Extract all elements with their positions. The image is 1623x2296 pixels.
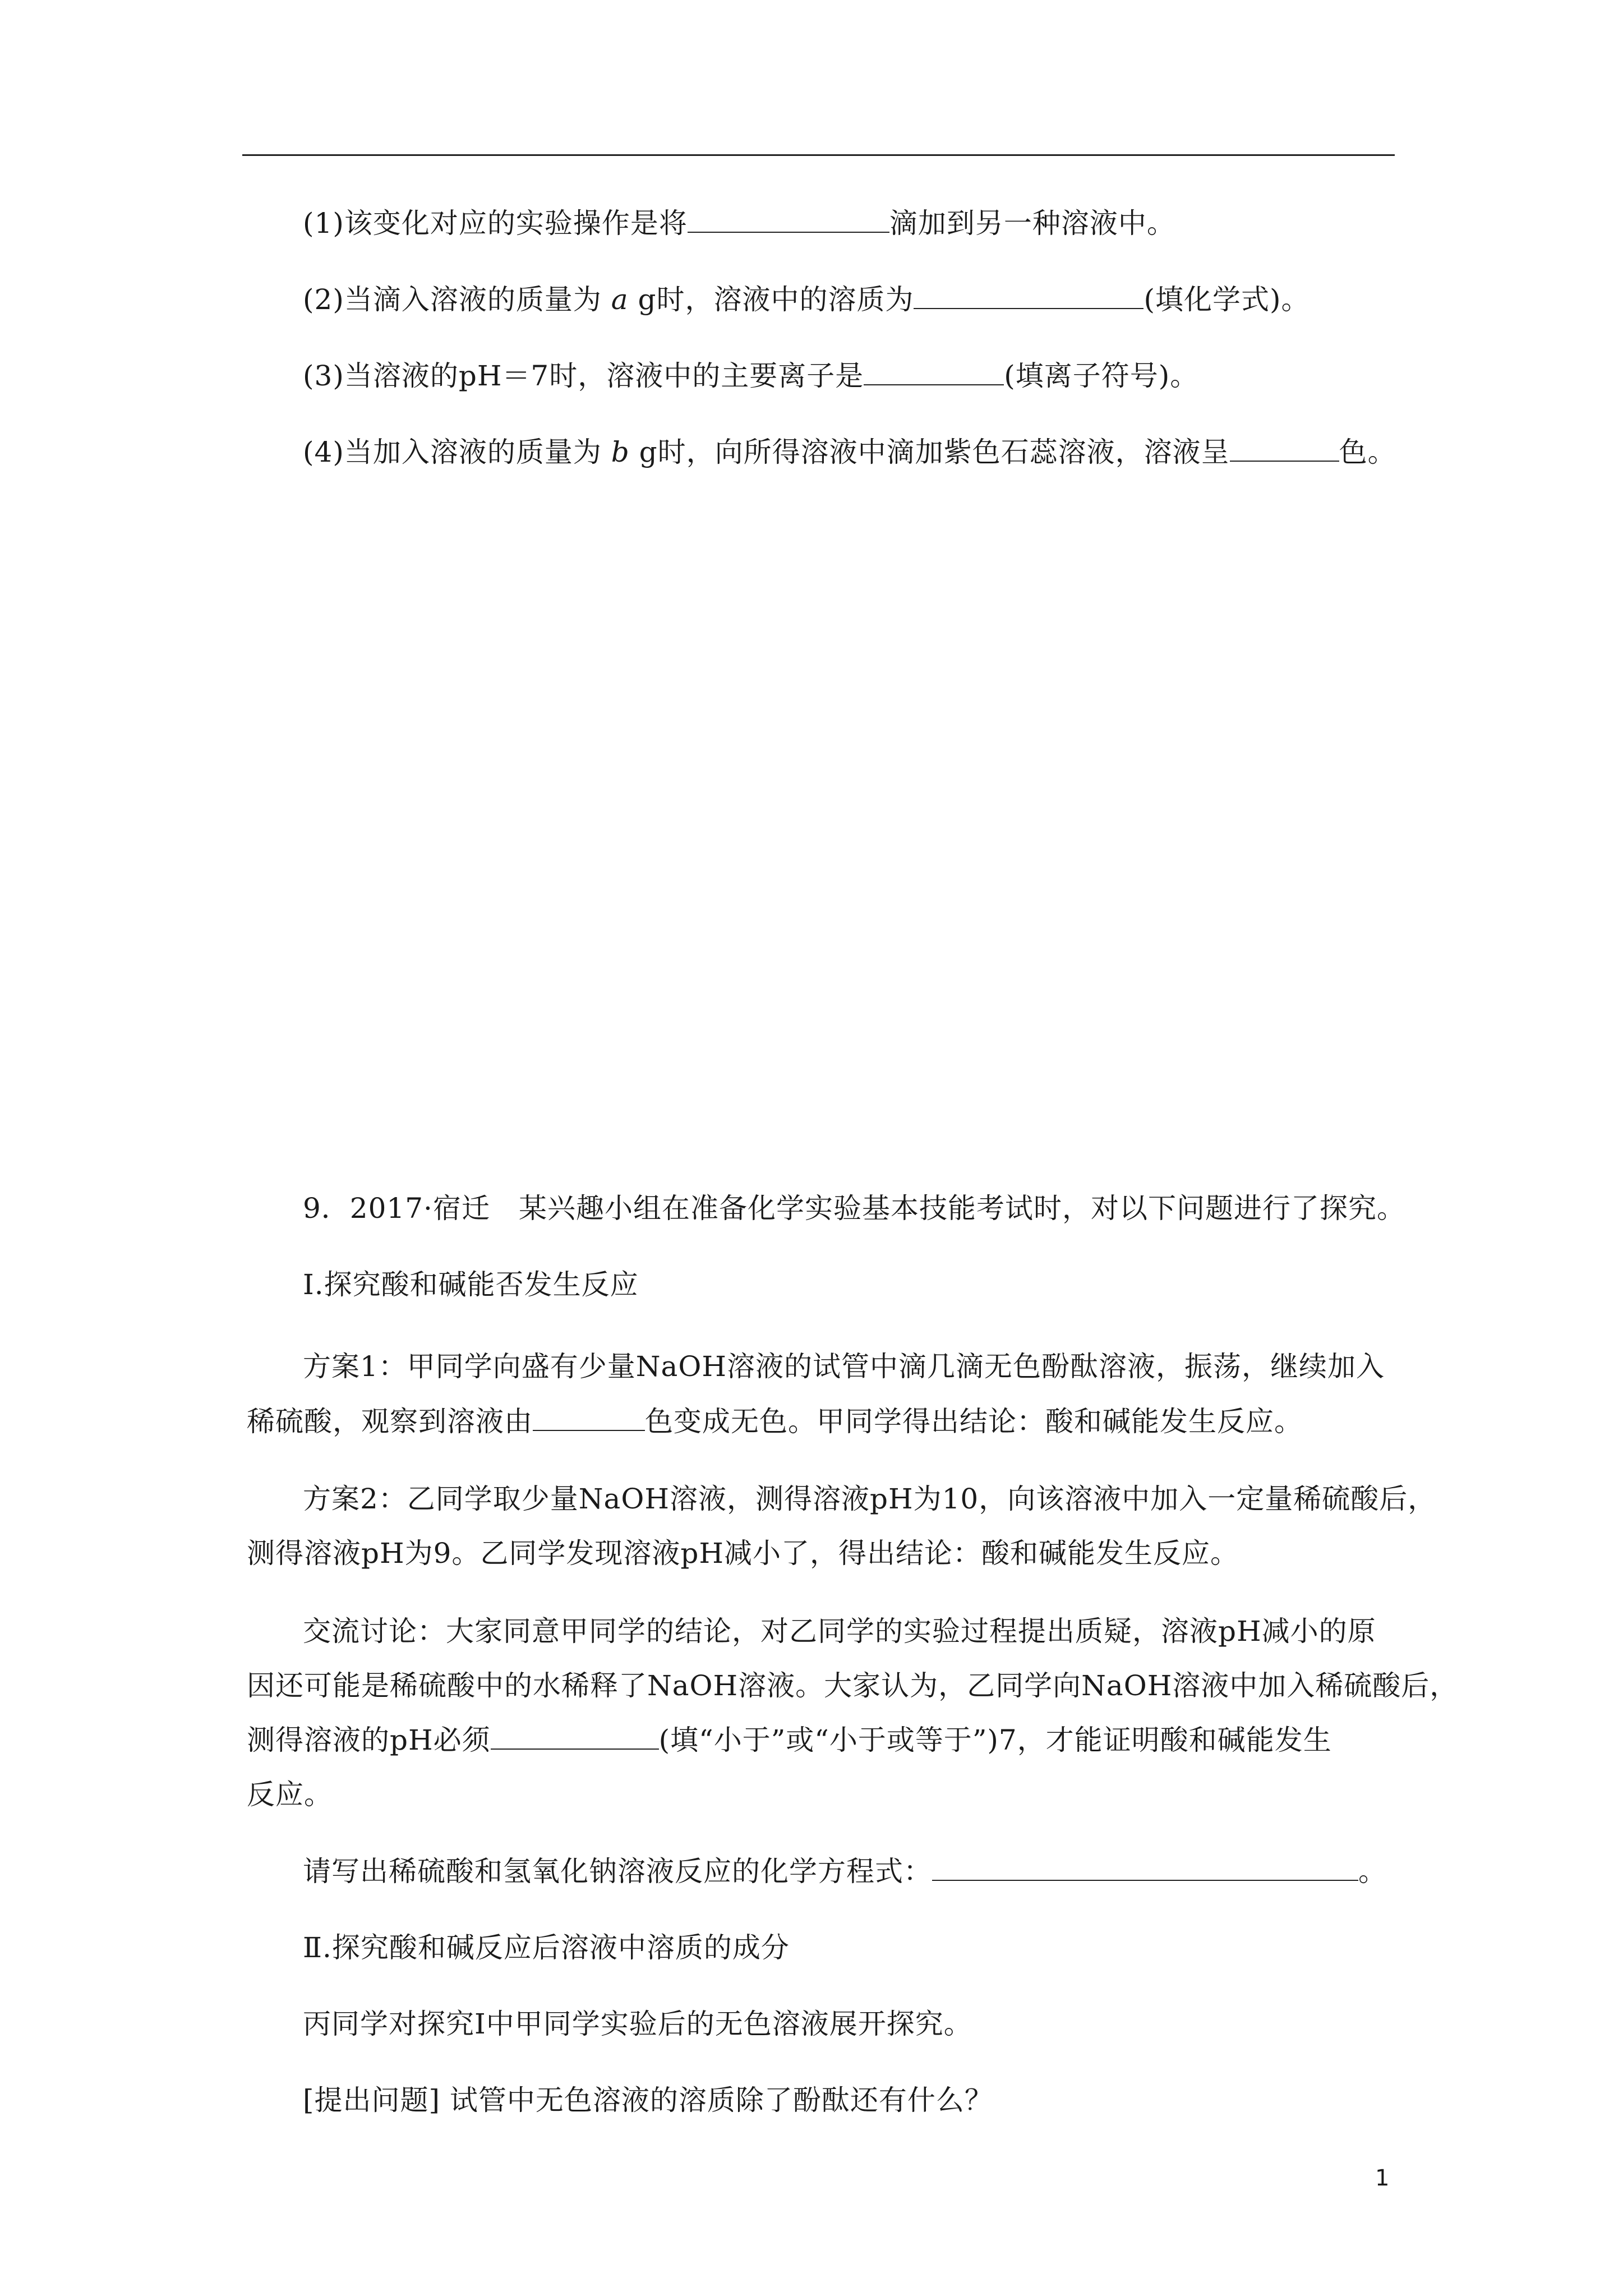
plan-2-line-2: 测得溶液pH为9。乙同学发现溶液pH减小了，得出结论：酸和碱能发生反应。 xyxy=(247,1537,1239,1570)
q8-line-4 xyxy=(303,432,1396,472)
q8-line-4-tail: 色。 xyxy=(1339,436,1396,468)
discussion-line-4: 反应。 xyxy=(247,1778,333,1811)
q8-line-3 xyxy=(303,356,1198,396)
q8-line-2-text: (2)当滴入溶液的质量为 xyxy=(303,283,602,316)
answer-blank-5[interactable] xyxy=(533,1405,645,1431)
q8-line-2-tail: (填化学式)。 xyxy=(1144,283,1310,316)
answer-blank-3[interactable] xyxy=(864,360,1004,385)
answer-blank-4[interactable] xyxy=(1230,436,1339,462)
plan-1-line-1: 方案1：甲同学向盛有少量NaOH溶液的试管中滴几滴无色酚酞溶液，振荡，继续加入 xyxy=(303,1350,1385,1383)
equation-prompt: 请写出稀硫酸和氢氧化钠溶液反应的化学方程式： xyxy=(303,1855,932,1888)
q8-line-2-mid: g时，溶液中的溶质为 xyxy=(628,283,914,316)
q9-intro: 9．2017·宿迁 某兴趣小组在准备化学实验基本技能考试时，对以下问题进行了探究。 xyxy=(303,1192,1405,1225)
answer-blank-6[interactable] xyxy=(491,1724,659,1750)
variable-a: a xyxy=(611,283,629,316)
page-number: 1 xyxy=(1375,2165,1390,2191)
equation-line xyxy=(303,1851,1387,1892)
discussion-line-3-tail: (填“小于”或“小于或等于”)7，才能证明酸和碱能发生 xyxy=(658,1724,1332,1756)
q8-line-1-tail: 滴加到另一种溶液中。 xyxy=(889,207,1175,240)
q8-line-2 xyxy=(303,279,1310,320)
q8-line-3-tail: (填离子符号)。 xyxy=(1004,360,1199,392)
q8-line-3-text: (3)当溶液的pH＝7时，溶液中的主要离子是 xyxy=(303,360,864,392)
answer-blank-2[interactable] xyxy=(914,283,1144,309)
section-2-line-1: 丙同学对探究Ⅰ中甲同学实验后的无色溶液展开探究。 xyxy=(303,2008,972,2040)
q8-line-1-text: (1)该变化对应的实验操作是将 xyxy=(303,207,688,240)
plan-1-line-2-text: 稀硫酸，观察到溶液由 xyxy=(247,1405,533,1438)
discussion-line-3 xyxy=(247,1720,1332,1760)
section-1-heading: Ⅰ.探究酸和碱能否发生反应 xyxy=(303,1268,639,1301)
answer-blank-7[interactable] xyxy=(932,1855,1358,1881)
header-rule xyxy=(242,154,1395,156)
discussion-line-1: 交流讨论：大家同意甲同学的结论，对乙同学的实验过程提出质疑，溶液pH减小的原 xyxy=(303,1615,1376,1648)
plan-1-line-2 xyxy=(247,1401,1303,1442)
discussion-line-3-text: 测得溶液的pH必须 xyxy=(247,1724,491,1756)
q8-line-4-text: (4)当加入溶液的质量为 xyxy=(303,436,602,468)
plan-2-line-1: 方案2：乙同学取少量NaOH溶液，测得溶液pH为10，向该溶液中加入一定量稀硫酸后， xyxy=(303,1483,1437,1515)
answer-blank-1[interactable] xyxy=(688,207,889,233)
q8-line-4-mid: g时，向所得溶液中滴加紫色石蕊溶液，溶液呈 xyxy=(629,436,1230,468)
variable-b: b xyxy=(611,436,630,468)
section-2-line-2: [提出问题] 试管中无色溶液的溶质除了酚酞还有什么？ xyxy=(303,2084,993,2116)
plan-1-line-2-tail: 色变成无色。甲同学得出结论：酸和碱能发生反应。 xyxy=(645,1405,1303,1438)
equation-tail: 。 xyxy=(1358,1855,1387,1888)
q8-line-1 xyxy=(303,203,1175,243)
section-2-heading: Ⅱ.探究酸和碱反应后溶液中溶质的成分 xyxy=(303,1931,790,1964)
discussion-line-2: 因还可能是稀硫酸中的水稀释了NaOH溶液。大家认为，乙同学向NaOH溶液中加入稀硫酸后， xyxy=(247,1669,1459,1702)
